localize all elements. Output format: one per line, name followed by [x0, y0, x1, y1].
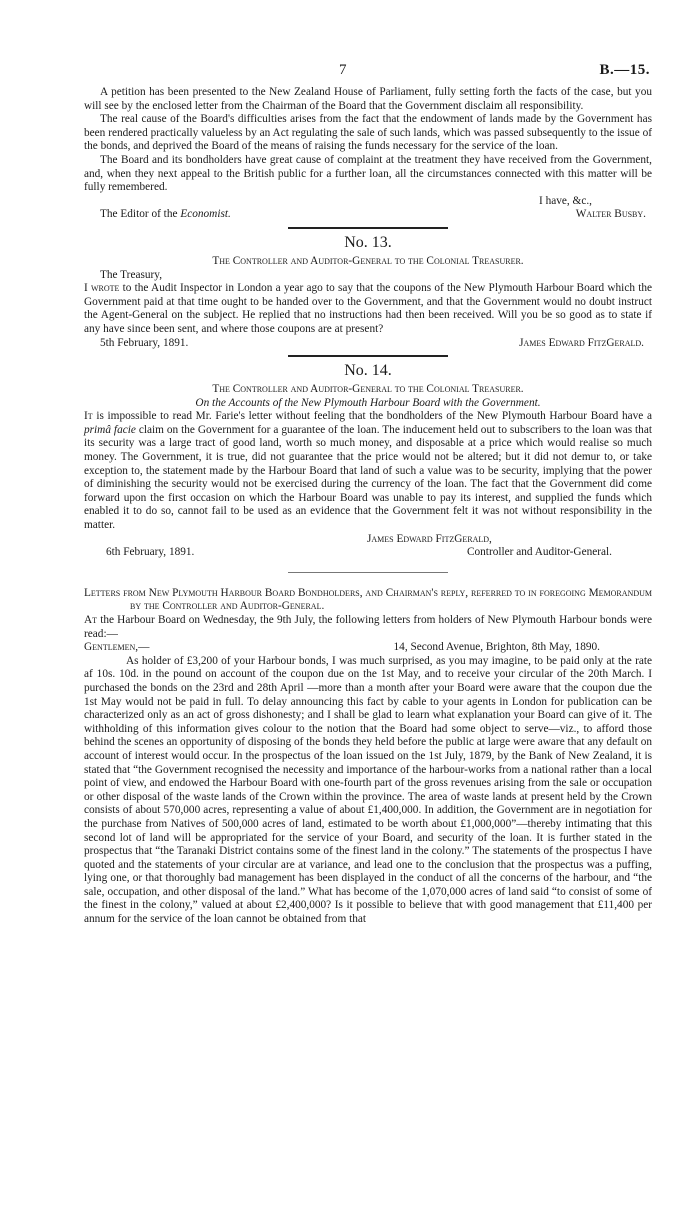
lead-word: It [84, 410, 93, 423]
document-reference: B.—15. [599, 62, 650, 78]
paragraph-body: is impossible to read Mr. Farie's letter without feeling that the bondholders of the New Plymouth Harbour Board have a [92, 410, 652, 423]
signature: James Edward FitzGerald. [519, 336, 644, 349]
date-office-row [84, 546, 652, 560]
signature: Walter Busby. [575, 208, 646, 221]
lead-word: I wrote [84, 282, 120, 295]
italic-phrase: primâ facie [84, 423, 136, 436]
document-page [84, 64, 652, 927]
document-title: The Controller and Auditor-General to the Colonial Treasurer. [212, 254, 524, 267]
salutation: The Treasury, [100, 268, 163, 281]
paragraph: A petition has been presented to the New Zealand House of Parliament, fully setting forth the facts of the case, but you will see by the enclosed letter from the Chairman of the Board that the Government disclaim all responsibility. [84, 86, 652, 112]
date-signature-row [84, 337, 652, 351]
section-divider [288, 355, 448, 357]
signature: James Edward FitzGerald, [367, 532, 492, 545]
paragraph: The Board and its bondholders have great cause of complaint at the treatment they have received from the Government, and, when they next appeal to the British public for a further loan, all the circumstances connected with this matter will be fully remembered. [84, 153, 652, 194]
document-title: The Controller and Auditor-General to the Colonial Treasurer. [212, 383, 524, 396]
date: 5th February, 1891. [100, 336, 189, 349]
section-bondholder-letters [84, 587, 652, 927]
lead-word: At [84, 614, 98, 626]
page-header [84, 64, 652, 86]
paragraph [84, 614, 652, 641]
paragraph-body: the Harbour Board on Wednesday, the 9th July, the following letters from holders of New Plymouth Harbour bonds were read:— [84, 614, 652, 640]
addressee-publication: Economist. [180, 208, 231, 221]
section-no-13 [84, 232, 652, 350]
section-divider [288, 227, 448, 229]
office-title: Controller and Auditor-General. [466, 546, 612, 559]
letter-signoff [84, 208, 652, 222]
salutation: Gentlemen,— [84, 641, 150, 654]
document-subtitle: On the Accounts of the New Plymouth Harbour Board with the Government. [195, 396, 541, 409]
letter-closing: I have, &c., [538, 194, 592, 207]
paragraph: The real cause of the Board's difficulties arises from the fact that the endowment of lands made by the Government has been rendered practically valueless by an Act regulating the sale of such lands, which was passed subsequently to the issue of the bonds, and deprived the Board of the means of raising the funds necessary for the service of the loan. [84, 113, 652, 153]
section-no-14 [84, 360, 652, 560]
date: 6th February, 1891. [106, 546, 195, 559]
salutation-address-row [84, 641, 652, 655]
paragraph [84, 282, 652, 336]
paragraph-body: to the Audit Inspector in London a year ago to say that the coupons of the New Plymouth Harbour Board which the Government paid at that time ought to be handed over to the Government, and that the Government would no doubt instruct the Agent-General on the subject. He replied that no instructions had then been received. Will you be so good as to state if any have since been sent, and where those coupons are at present? [84, 282, 652, 335]
sender-address: 14, Second Avenue, Brighton, 8th May, 1890. [393, 641, 600, 654]
paragraph-body: claim on the Government for a guarantee of the loan. The inducement held out to subscribers to the loan was that its security was a large tract of good land, worth so much money, and disposable at a price which would realise so much money. The Government, it is true, did not guarantee that the price would not be altered; but it did not demur to, or take exception to, the statement made by the Harbour Board that land of such a value was to be security, implying that the power of diminishing the security would not be exercised during the currency of the loan. The fact that the Government did come forward upon the first occasion on which the Harbour Board was unable to pay its interest, and supplied the funds which enabled it to do so, cannot fail to be used as an evidence that the Government felt it was not without responsibility in the matter. [84, 423, 652, 532]
section-economist-letter [84, 86, 652, 222]
document-number: No. 13. [344, 233, 392, 251]
section-heading: Letters from New Plymouth Harbour Board Bondholders, and Chairman's reply, referred to in foregoing Memorandum by the Controller and Auditor-General. [84, 586, 652, 613]
section-divider [288, 572, 448, 573]
document-number: No. 14. [344, 362, 392, 380]
page-number: 7 [339, 62, 347, 78]
paragraph: As holder of £3,200 of your Harbour bonds, I was much surprised, as you may imagine, to be paid only at the rate af 10s. 10d. in the pound on account of the coupon due on the 1st May, and to receive your circular of the 20th March. I purchased the bonds on the 23rd and 28th April —more than a month after your Board were aware that the coupon due the 1st May would not be paid in full. To delay announcing this fact by cable to your agents in London for publication can be characterized only as an act of gross dishonesty; and I shall be glad to learn what explanation your Board can give of it. The withholding of this information gives colour to the notion that the Board had some object to serve—viz., to afford those behind the scenes an opportunity of disposing of the bonds they held before the public at large were aware that any default on account of interest would occur. In the prospectus of the loan issued on the 1st July, 1879, by the Bank of New Zealand, it is stated that “the Government recognised the necessity and importance of the harbour-works from a national rather than a local point of view, and endowed the Harbour Board with one-fourth part of the gross revenues arising from the sale or occupation or other disposal of the waste lands of the Crown within the province. The area of waste lands at present held by the Crown consists of about 570,000 acres, representing a value of about £1,400,000. In addition, the Government are in negotiation for the purchase from Natives of 500,000 acres of land, estimated to be worth about £1,000,000”—thereby intimating that this second lot of land will be appropriated for the service of your Board, and security of the loan. It is further stated in the prospectus that “the Taranaki District contains some of the finest land in the colony.” The statements of the prospectus I have quoted and the statements of your circular are at variance, and lead one to the conclusion that the prospectus was a puffing, lying one, or that thoroughly bad management has been displayed in the conduct of all the concerns of the harbour, and “the sale, occupation, and other disposal of the land.” What has become of the 1,070,000 acres of land said “to consist of some of the finest in the colony,” valued at about £2,400,000? Is it possible to believe that with good management that £11,400 per annum for the service of the loan cannot be obtained from that [84, 654, 652, 926]
paragraph [84, 410, 652, 532]
addressee-prefix: The Editor of the [100, 208, 181, 221]
addressee [84, 208, 231, 222]
